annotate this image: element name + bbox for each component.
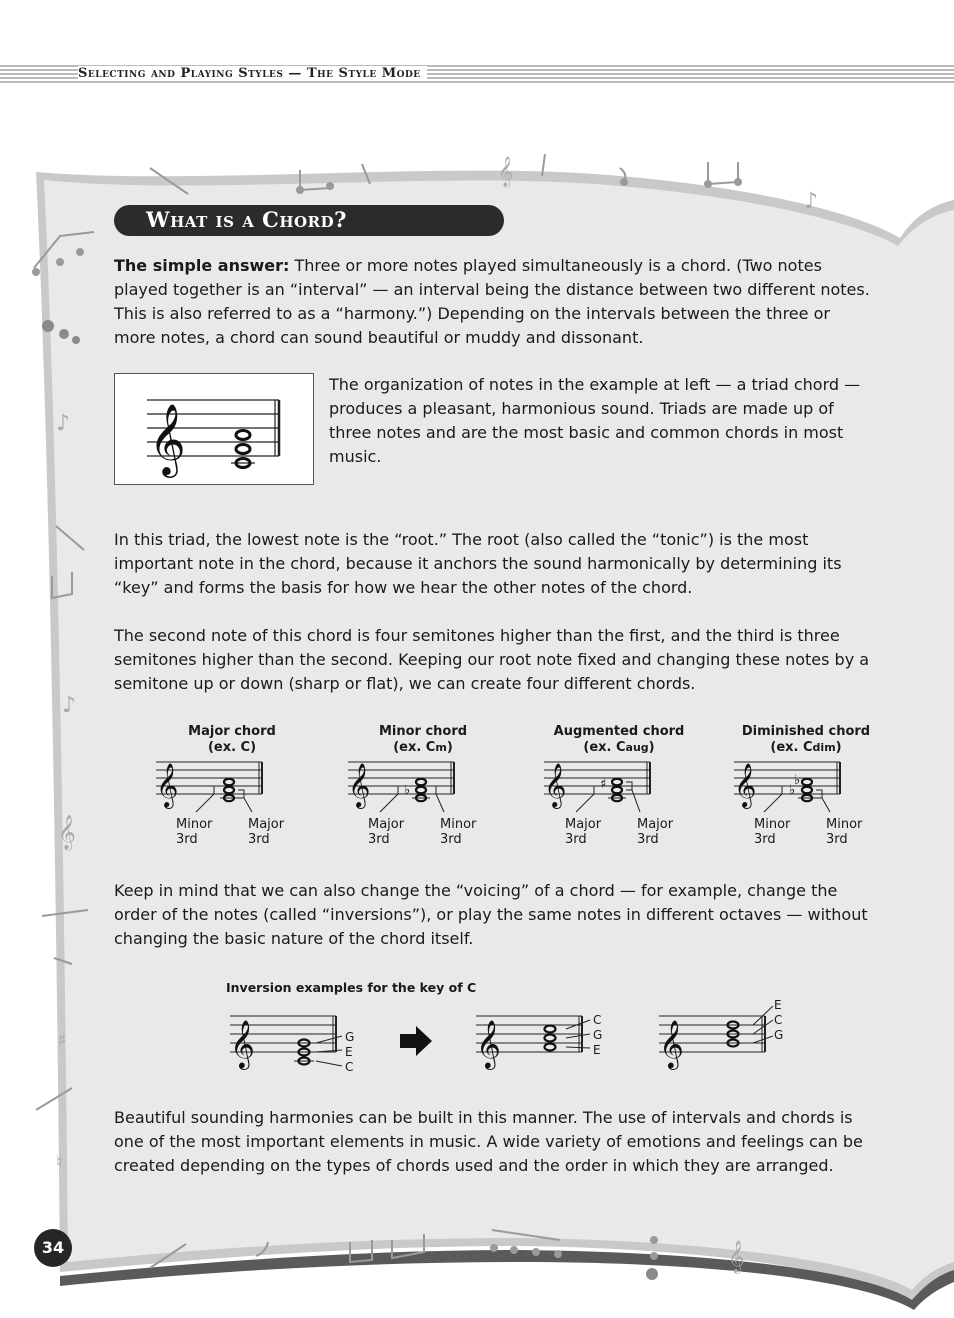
augmented-chord-staff bbox=[540, 752, 660, 814]
inversion-note-label: C bbox=[593, 1013, 602, 1027]
diminished-chord-staff bbox=[730, 752, 850, 814]
svg-text:♪: ♪ bbox=[56, 411, 71, 436]
treble-clef-icon: 𝄞 bbox=[230, 1019, 255, 1068]
root-position-staff bbox=[226, 1006, 350, 1076]
inversion-note-label: G bbox=[345, 1030, 355, 1044]
inversion-note-label: G bbox=[593, 1028, 603, 1042]
inversion-note-label: C bbox=[345, 1060, 354, 1074]
arrow-right-icon bbox=[400, 1026, 432, 1056]
chord-title-minor: Minor chord (ex. Cm) bbox=[378, 724, 468, 755]
interval-label-lower: Major 3rd bbox=[368, 817, 405, 847]
triad-staff bbox=[115, 374, 313, 484]
closing-paragraph: Beautiful sounding harmonies can be built in this manner. The use of intervals and chords is one of the most important elements in music. A wide variety of emotions and feelings can be created depending on the types of chords used and the order in which they are arranged. bbox=[114, 1108, 863, 1175]
semitone-paragraph: The second note of this chord is four semitones higher than the first, and the third is three semitones higher than the second. Keeping our root note fixed and changing these notes by a semitone up or down (sharp or flat), we can create four different chords. bbox=[114, 626, 870, 693]
inversion-title: Inversion examples for the key of C bbox=[226, 980, 477, 995]
sharp-icon: ♯ bbox=[600, 777, 607, 792]
intro-lead: The simple answer: bbox=[114, 256, 290, 275]
intro-paragraph bbox=[114, 254, 874, 350]
svg-text:♪: ♪ bbox=[804, 189, 819, 214]
inversion-note-label: C bbox=[774, 1013, 783, 1027]
treble-clef-icon: 𝄞 bbox=[734, 763, 757, 807]
interval-label-upper: Major 3rd bbox=[637, 817, 674, 847]
triad-caption: The organization of notes in the example at left — a triad chord — produces a pleasant, harmonious sound. Triads are made up of three notes and are the most basic and common chords in most music. bbox=[329, 375, 861, 466]
inversion-note-label: E bbox=[345, 1045, 353, 1059]
svg-text:♮: ♮ bbox=[56, 1152, 63, 1173]
interval-label-lower: Major 3rd bbox=[565, 817, 602, 847]
chord-title-diminished: Diminished chord (ex. Cdim) bbox=[741, 724, 871, 755]
treble-clef-icon: 𝄞 bbox=[156, 763, 179, 807]
svg-text:♯: ♯ bbox=[58, 1030, 67, 1051]
triad-example-box bbox=[114, 373, 314, 485]
treble-clef-icon: 𝄞 bbox=[544, 763, 567, 807]
major-chord-staff bbox=[152, 752, 272, 814]
interval-label-upper: Minor 3rd bbox=[826, 817, 863, 847]
interval-label-lower: Minor 3rd bbox=[176, 817, 213, 847]
intro-text: Three or more notes played simultaneously is a chord. (Two notes played together is an “interval” — an interval being the distance between two different notes. This is also referred to as a “harmony.”) Depending on the intervals between the three or more notes, a chord can sound beautiful or muddy and dissonant. bbox=[114, 256, 870, 347]
inversion-note-label: E bbox=[774, 998, 782, 1012]
inversion-note-label: E bbox=[593, 1043, 601, 1057]
svg-text:𝄞: 𝄞 bbox=[728, 1240, 745, 1273]
chord-title-major: Major chord (ex. C) bbox=[188, 724, 276, 755]
minor-chord-staff bbox=[344, 752, 464, 814]
voicing-paragraph: Keep in mind that we can also change the “voicing” of a chord — for example, change the order of the notes (called “inversions”), or play the same notes in different octaves — without changing the basic nature of the chord itself. bbox=[114, 881, 868, 948]
chord-title-augmented: Augmented chord (ex. Caug) bbox=[553, 724, 685, 755]
page-number: 34 bbox=[41, 1238, 65, 1257]
inversion-note-label: G bbox=[774, 1028, 784, 1042]
section-title: What is a Chord? bbox=[146, 207, 347, 232]
interval-label-upper: Major 3rd bbox=[248, 817, 285, 847]
svg-text:♪: ♪ bbox=[62, 693, 77, 718]
flat-icon: ♭ bbox=[789, 783, 796, 798]
interval-label-upper: Minor 3rd bbox=[440, 817, 477, 847]
second-inversion-staff bbox=[655, 1006, 779, 1076]
flat-icon: ♭ bbox=[794, 773, 801, 788]
treble-clef-icon: 𝄞 bbox=[476, 1019, 501, 1068]
svg-text:𝄞: 𝄞 bbox=[58, 815, 76, 850]
treble-clef-icon: 𝄞 bbox=[659, 1019, 684, 1068]
svg-text:𝄞: 𝄞 bbox=[498, 157, 514, 187]
flat-icon: ♭ bbox=[404, 783, 411, 798]
root-paragraph: In this triad, the lowest note is the “root.” The root (also called the “tonic”) is the most important note in the chord, because it anchors the sound harmonically by determining its “key” and forms the basis for how we hear the other notes of the chord. bbox=[114, 530, 842, 597]
running-header: Selecting and Playing Styles — The Style Mode bbox=[78, 66, 427, 81]
first-inversion-staff bbox=[472, 1006, 596, 1076]
interval-label-lower: Minor 3rd bbox=[754, 817, 791, 847]
treble-clef-icon: 𝄞 bbox=[149, 402, 186, 475]
treble-clef-icon: 𝄞 bbox=[348, 763, 371, 807]
